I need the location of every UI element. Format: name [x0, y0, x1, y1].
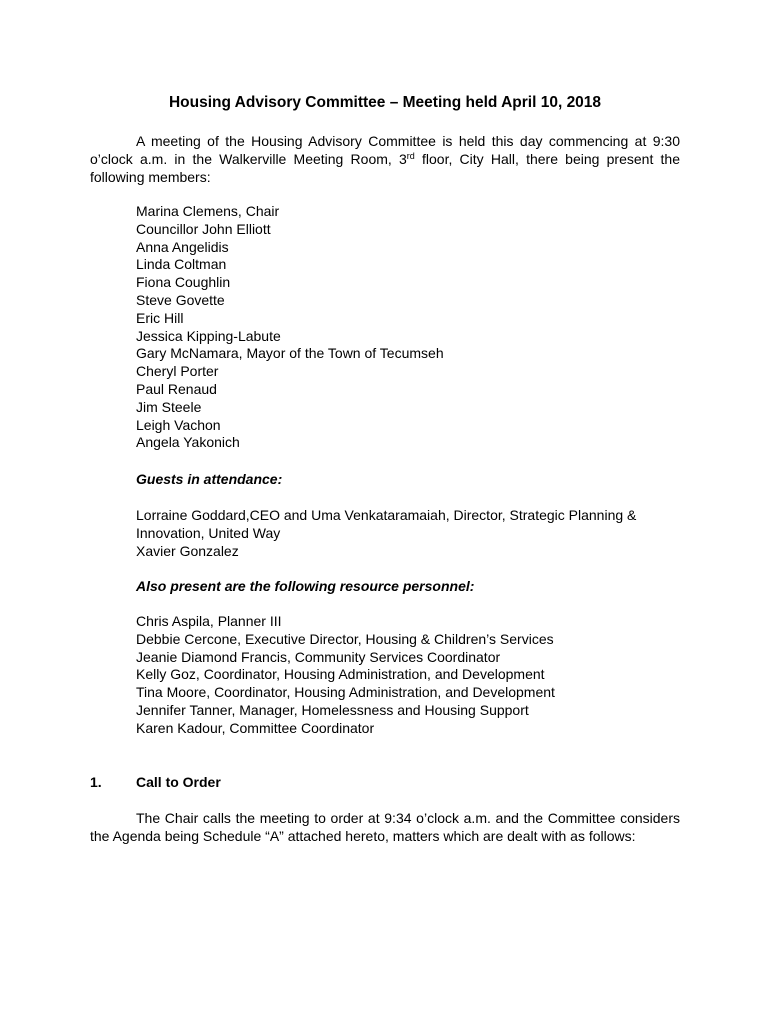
list-item: Leigh Vachon	[136, 416, 221, 433]
intro-text-start: A meeting of the Housing Advisory Committee is held this day commencing at 9:30 o’clock a.m. in the Walkerville Meeting Room, 3	[90, 133, 680, 167]
list-item: Chris Aspila, Planner III	[136, 613, 282, 629]
list-item: Angela Yakonich	[136, 434, 240, 451]
list-item: Lorraine Goddard,CEO and Uma Venkataramaiah, Director, Strategic Planning & Innovation, United Way	[136, 507, 637, 541]
list-item: Jeanie Diamond Francis, Community Services Coordinator	[136, 648, 501, 665]
list-item: Jennifer Tanner, Manager, Homelessness and Housing Support	[136, 701, 529, 718]
list-item: Jessica Kipping-Labute	[136, 327, 281, 344]
list-item: Eric Hill	[136, 309, 184, 326]
list-item: Fiona Coughlin	[136, 274, 231, 291]
document-title: Housing Advisory Committee – Meeting held April 10, 2018	[168, 94, 602, 111]
section-title: Call to Order	[136, 774, 221, 790]
list-item: Paul Renaud	[136, 380, 217, 397]
list-item: Karen Kadour, Committee Coordinator	[136, 719, 375, 736]
section-paragraph: The Chair calls the meeting to order at 9:34 o’clock a.m. and the Committee considers the Agenda being Schedule “A” attached hereto, matters which are dealt with as follows:	[90, 810, 680, 844]
intro-paragraph	[90, 133, 680, 186]
list-item: Linda Coltman	[136, 256, 227, 273]
list-item: Councillor John Elliott	[136, 220, 271, 237]
list-item: Cheryl Porter	[136, 363, 219, 380]
list-item: Steve Govette	[136, 291, 225, 308]
list-item: Gary McNamara, Mayor of the Town of Tecumseh	[136, 345, 444, 362]
list-item: Xavier Gonzalez	[136, 542, 239, 559]
list-item: Anna Angelidis	[136, 238, 229, 255]
section-number: 1.	[90, 774, 102, 790]
list-item: Debbie Cercone, Executive Director, Housing & Children’s Services	[136, 630, 554, 647]
list-item: Marina Clemens, Chair	[136, 203, 280, 219]
list-item: Kelly Goz, Coordinator, Housing Administration, and Development	[136, 666, 545, 683]
resource-list	[136, 613, 696, 738]
resource-heading: Also present are the following resource personnel:	[136, 578, 475, 594]
intro-superscript: rd	[406, 150, 415, 161]
guests-list	[136, 507, 686, 560]
list-item: Jim Steele	[136, 398, 202, 415]
members-list	[136, 203, 696, 452]
intro-text-end: floor, City Hall, there being present the following members:	[90, 150, 680, 185]
list-item: Tina Moore, Coordinator, Housing Administration, and Development	[136, 684, 555, 701]
guests-heading: Guests in attendance:	[136, 471, 283, 487]
